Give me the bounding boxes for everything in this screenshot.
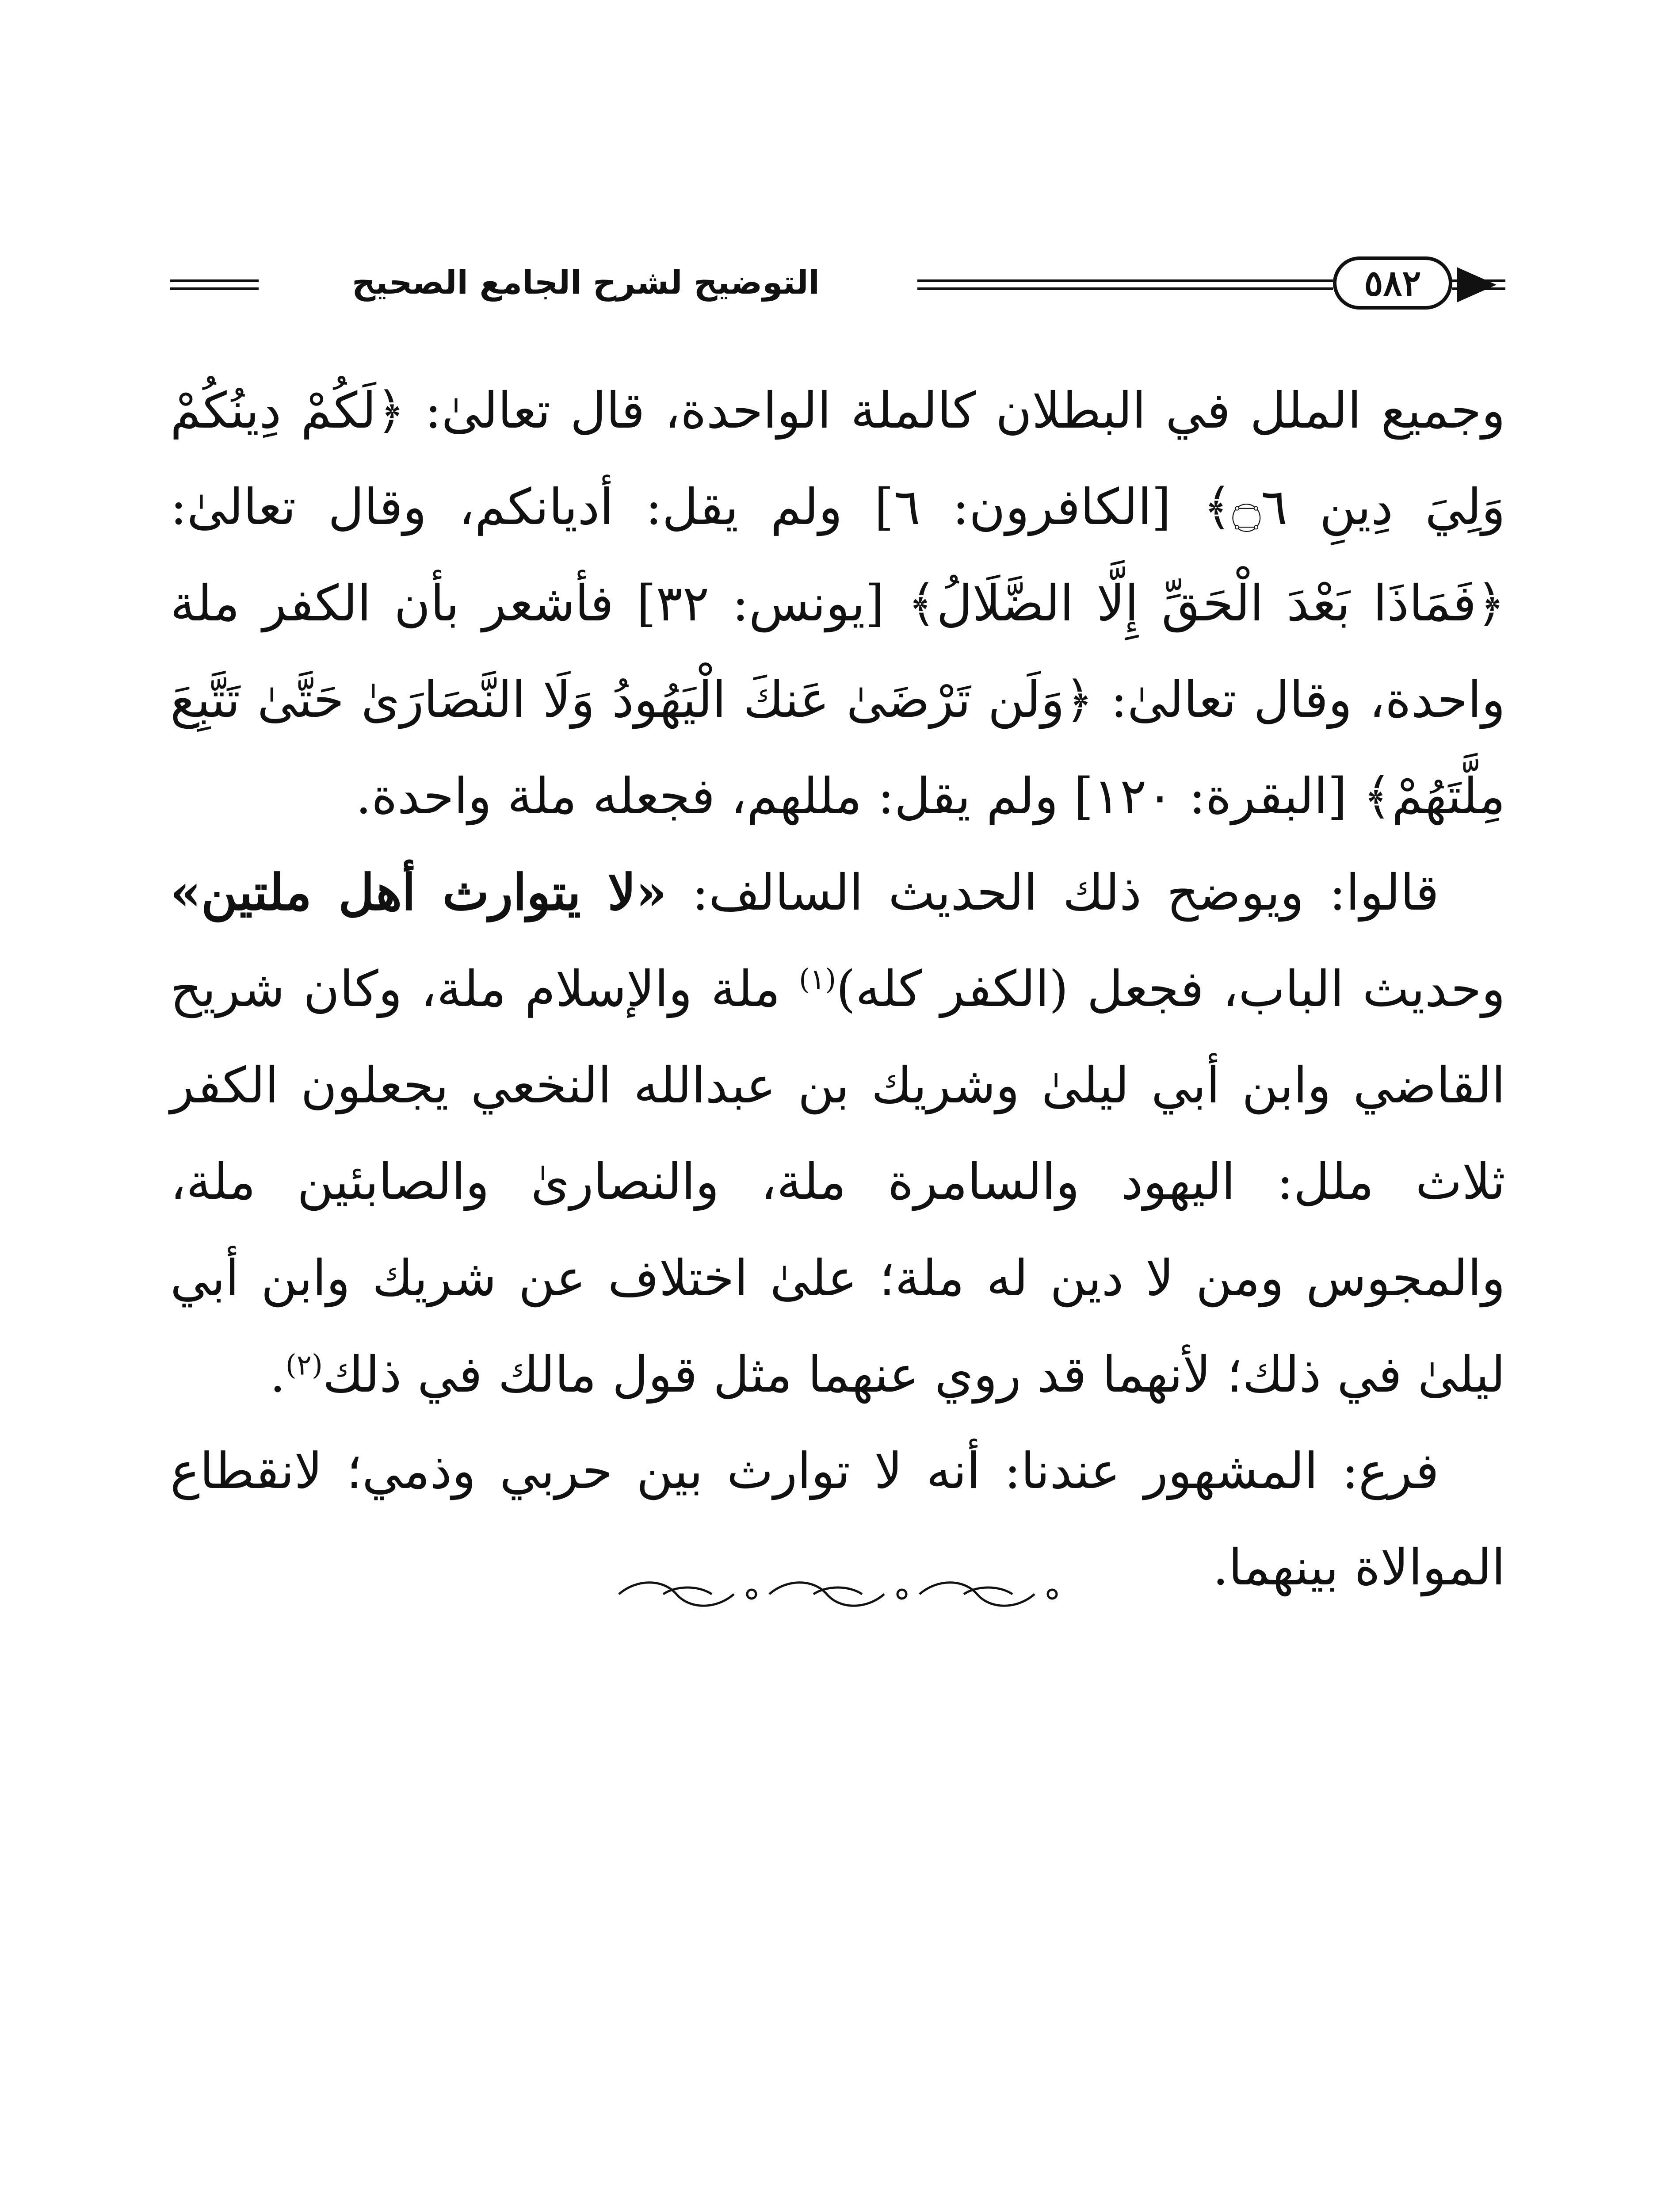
text-span: [الكافرون: ٦] ولم يقل: أديانكم، وقال تعالىٰ:	[170, 478, 1203, 536]
text-span: ملة والإسلام ملة، وكان شريح القاضي وابن أبي ليلىٰ وشريك بن عبدالله النخعي يجعلون الكفر ثلاث ملل: اليهود والسامرة ملة، والنصارىٰ والصابئين ملة، والمجوس ومن لا دين له ملة؛ علىٰ اختلاف عن شريك وابن أبي ليلىٰ في ذلك؛ لأنهما قد روي عنهما مثل قول مالك في ذلك	[170, 960, 1505, 1404]
page-number: ٥٨٢	[1333, 256, 1452, 310]
paragraph-3: فرع: المشهور عندنا: أنه لا توارث بين حربي وذمي؛ لانقطاع الموالاة بينهما.	[170, 1442, 1505, 1596]
ornament-divider-icon	[610, 1574, 1070, 1614]
text-span: [البقرة: ١٢٠] ولم يقل: مللهم، فجعله ملة واحدة.	[355, 768, 1363, 825]
header-rule-middle	[917, 279, 1333, 282]
running-header	[170, 239, 1505, 332]
quran-verse-1: ﴿لَكُمْ دِينُكُمْ وَلِيَ دِينِ ۝٦﴾	[170, 382, 1505, 536]
text-span: .	[270, 1346, 286, 1404]
footnote-ref-1[interactable]: (١)	[798, 963, 836, 996]
text-span: وجميع الملل في البطلان كالملة الواحدة، قال تعالىٰ:	[405, 382, 1506, 440]
paragraph-1	[170, 363, 1505, 845]
footnote-ref-2[interactable]: (٢)	[285, 1349, 323, 1382]
text-span: قالوا: ويوضح ذلك الحديث السالف:	[667, 864, 1439, 922]
text-span: وحديث الباب، فجعل (الكفر كله)	[836, 960, 1506, 1018]
quran-verse-2: ﴿فَمَاذَا بَعْدَ الْحَقِّ إِلَّا الضَّلَالُ﴾	[907, 575, 1506, 632]
header-rule-middle-2	[917, 287, 1333, 290]
paragraph-2	[170, 845, 1505, 1423]
text-span: [يونس: ٣٢] فأشعر بأن الكفر ملة واحدة، وقال تعالىٰ:	[170, 575, 1505, 729]
running-title: التوضيح لشرح الجامع الصحيح	[276, 264, 895, 302]
body-text	[170, 363, 1505, 1616]
page-number-arrow-icon	[1457, 267, 1497, 302]
header-rule-left-2	[170, 287, 259, 290]
hadith-quote: «لا يتوارث أهل ملتين»	[170, 864, 667, 922]
header-rule-left	[170, 279, 259, 282]
quran-verse-3: ﴿وَلَن تَرْضَىٰ عَنكَ الْيَهُودُ وَلَا النَّصَارَىٰ حَتَّىٰ تَتَّبِعَ مِلَّتَهُمْ﴾	[170, 671, 1505, 825]
